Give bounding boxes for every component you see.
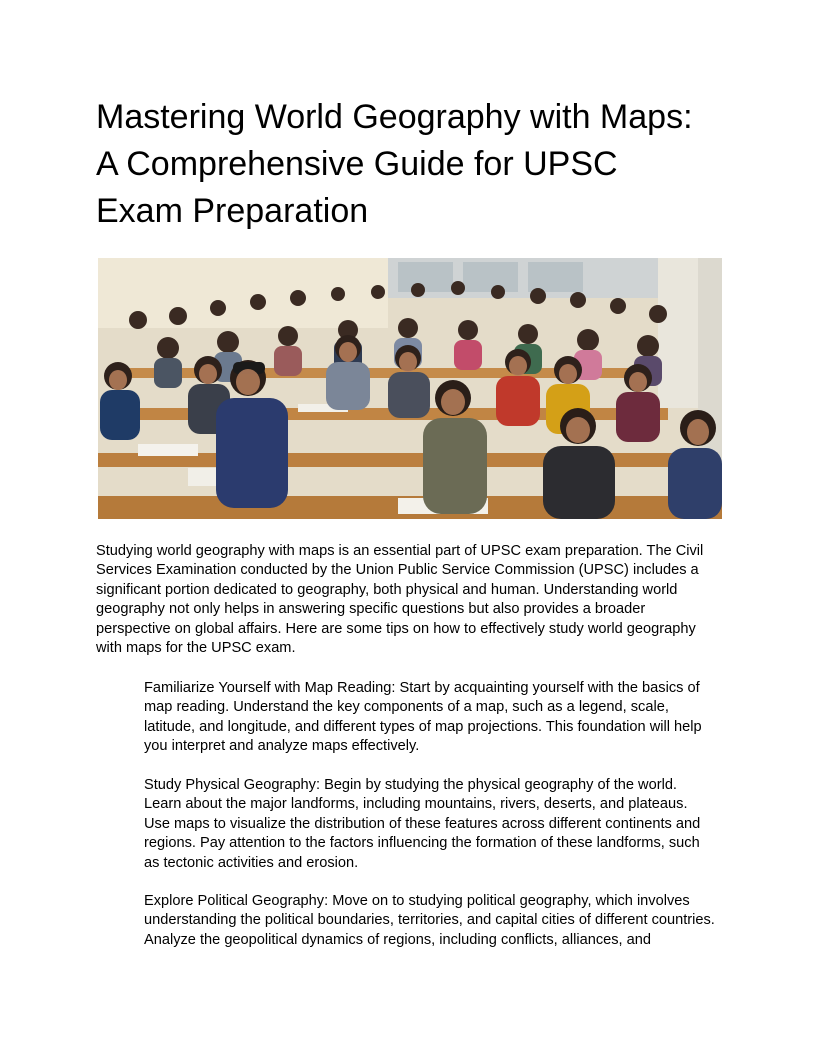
tip-political-geography bbox=[144, 892, 734, 950]
tip-map-reading bbox=[144, 679, 734, 757]
title-line: Mastering World Geography with Maps: bbox=[96, 98, 693, 136]
paragraph-line: significant portion dedicated to geography, both physical and human. Understanding world bbox=[96, 581, 678, 598]
paragraph-line: Explore Political Geography: Move on to studying political geography, which involves bbox=[144, 893, 690, 909]
paragraph-line: Studying world geography with maps is an essential part of UPSC exam preparation. The Civil bbox=[96, 543, 704, 559]
paragraph-line: understanding the political boundaries, territories, and capital cities of different countries. bbox=[144, 912, 715, 929]
paragraph-line: map reading. Understand the key components of a map, such as a legend, scale, bbox=[144, 699, 669, 716]
paragraph-line: as tectonic activities and erosion. bbox=[144, 854, 359, 871]
document-title bbox=[96, 94, 736, 235]
title-line: A Comprehensive Guide for UPSC bbox=[96, 145, 618, 183]
paragraph-line: latitude, and longitude, and different types of map projections. This foundation will help bbox=[144, 718, 702, 735]
paragraph-line: Analyze the geopolitical dynamics of regions, including conflicts, alliances, and bbox=[144, 931, 652, 948]
paragraph-line: with maps for the UPSC exam. bbox=[96, 640, 296, 657]
paragraph-line: Study Physical Geography: Begin by studying the physical geography of the world. bbox=[144, 777, 677, 793]
paragraph-line: Services Examination conducted by the Union Public Service Commission (UPSC) includes a bbox=[96, 562, 699, 579]
title-line: Exam Preparation bbox=[96, 192, 369, 230]
tip-physical-geography bbox=[144, 776, 734, 873]
paragraph-line: geography not only helps in answering specific questions but also provides a broader bbox=[96, 601, 646, 618]
paragraph-line: Learn about the major landforms, including mountains, rivers, deserts, and plateaus. bbox=[144, 796, 688, 813]
paragraph-line: perspective on global affairs. Here are some tips on how to effectively study world geography bbox=[96, 620, 696, 637]
paragraph-line: regions. Pay attention to the factors influencing the formation of these landforms, such bbox=[144, 835, 700, 852]
classroom-photo-illustration bbox=[98, 258, 722, 519]
intro-paragraph bbox=[96, 542, 736, 658]
paragraph-line: you interpret and analyze maps effectively. bbox=[144, 738, 420, 755]
classroom-photo bbox=[98, 258, 722, 519]
paragraph-line: Use maps to visualize the distribution of these features across different continents and bbox=[144, 815, 701, 832]
paragraph-line: Familiarize Yourself with Map Reading: Start by acquainting yourself with the basics of bbox=[144, 680, 700, 696]
